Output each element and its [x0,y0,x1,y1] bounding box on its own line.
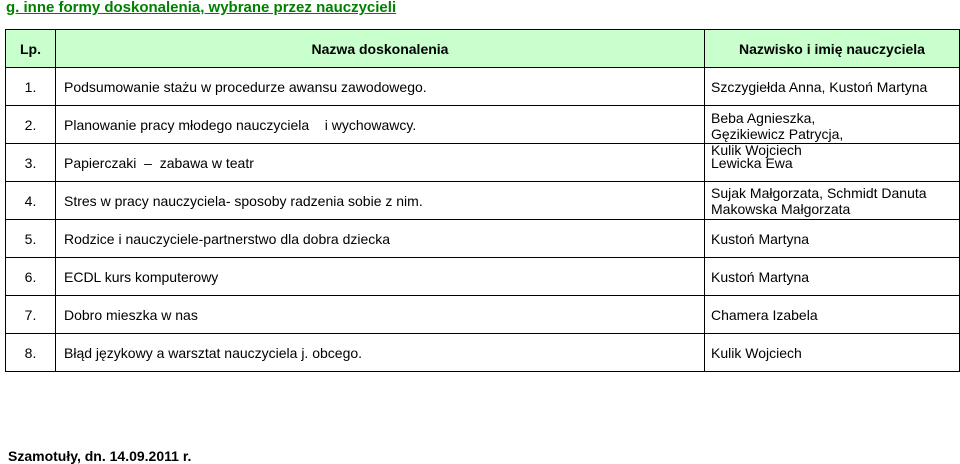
person-line: Beba Agnieszka, [711,110,816,126]
row-lp: 8. [6,334,56,372]
row-person [705,296,960,334]
row-name: Rodzice i nauczyciele-partnerstwo dla dobra dziecka [56,220,705,258]
row-person [705,106,960,158]
table-header-row [6,30,960,68]
section-heading: g. inne formy doskonalenia, wybrane przez nauczycieli [6,0,397,16]
person-line: Kulik Wojciech [711,142,802,158]
person-line: Kustoń Martyna [711,268,810,285]
row-lp: 6. [6,258,56,296]
table-row [6,334,960,372]
header-name: Nazwa doskonalenia [56,30,705,68]
table-row [6,68,960,106]
row-lp: 5. [6,220,56,258]
row-person [705,258,960,296]
table-row [6,296,960,334]
person-line: Kulik Wojciech [711,344,802,361]
person-line: Lewicka Ewa [711,154,793,171]
table-row [6,220,960,258]
header-lp: Lp. [6,30,56,68]
row-name: Podsumowanie stażu w procedurze awansu zawodowego. [56,68,705,106]
header-person: Nazwisko i imię nauczyciela [705,30,960,68]
row-person [705,334,960,372]
row-lp: 4. [6,182,56,220]
person-line: Szczygiełda Anna, Kustoń Martyna [711,78,928,95]
row-name: ECDL kurs komputerowy [56,258,705,296]
row-name: Papierczaki – zabawa w teatr [56,144,705,182]
row-name: Dobro mieszka w nas [56,296,705,334]
training-table [5,29,960,372]
table-row [6,106,960,144]
row-person [705,68,960,106]
row-lp: 1. [6,68,56,106]
table-row [6,182,960,220]
row-lp: 2. [6,106,56,144]
place-date-footer: Szamotuły, dn. 14.09.2011 r. [8,448,192,464]
row-person [705,220,960,258]
row-name: Planowanie pracy młodego nauczyciela i wychowawcy. [56,106,705,144]
person-line: Sujak Małgorzata, Schmidt Danuta [711,184,927,201]
person-line: Chamera Izabela [711,306,818,323]
table-row [6,258,960,296]
row-name: Stres w pracy nauczyciela- sposoby radzenia sobie z nim. [56,182,705,220]
row-lp: 7. [6,296,56,334]
row-person [705,182,960,220]
person-line: Kustoń Martyna [711,230,810,247]
person-line: Gęzikiewicz Patrycja, [711,126,844,142]
person-line: Makowska Małgorzata [711,200,851,217]
row-lp: 3. [6,144,56,182]
row-name: Błąd językowy a warsztat nauczyciela j. obcego. [56,334,705,372]
